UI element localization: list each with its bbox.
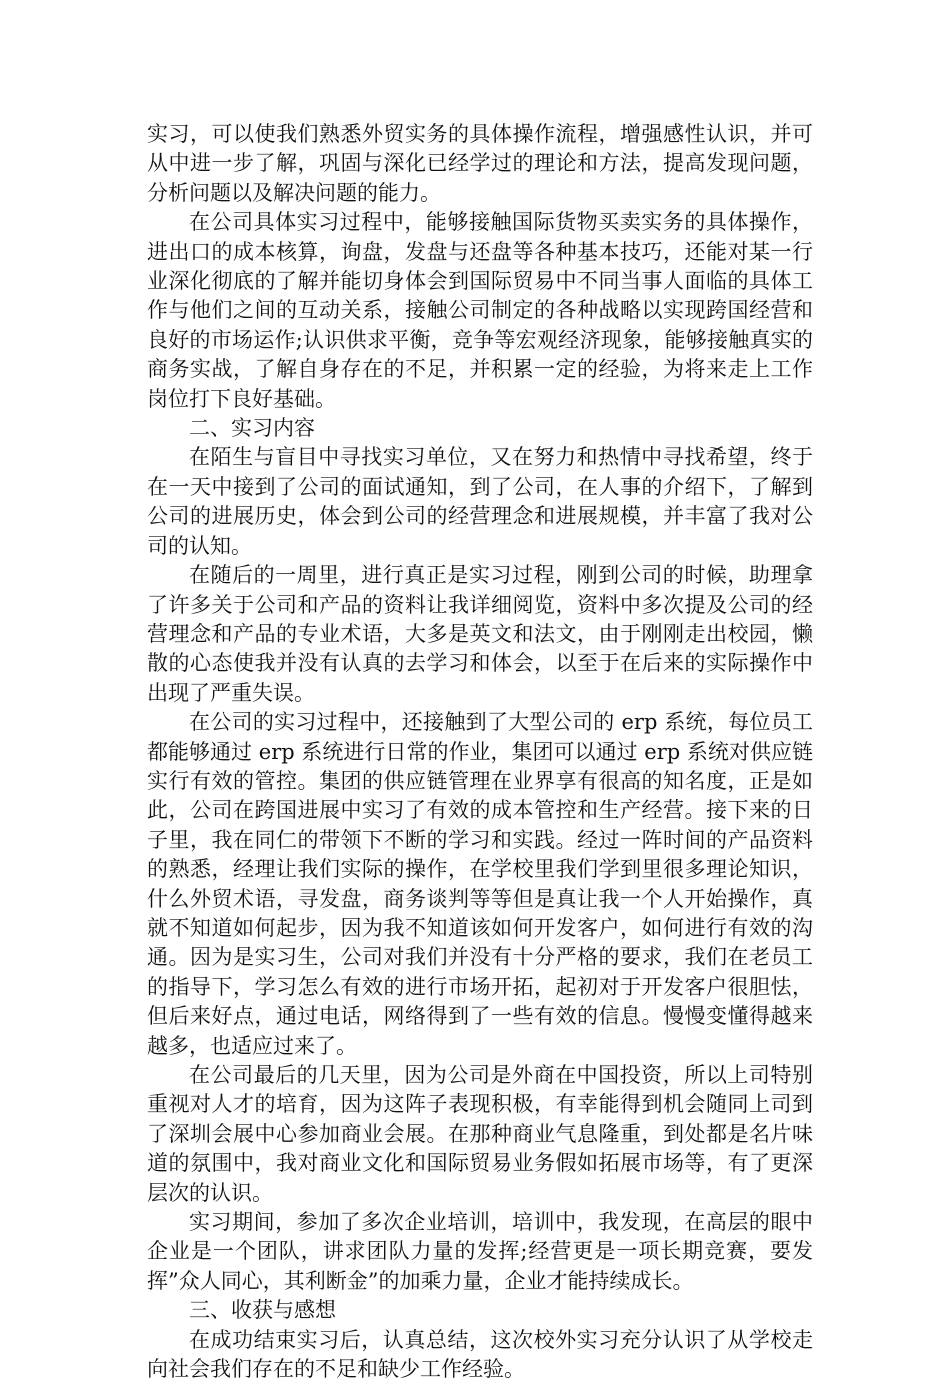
paragraph-internship-process: 在公司具体实习过程中，能够接触国际货物买卖实务的具体操作，进出口的成本核算，询盘，发盘与还盘等各种基本技巧，还能对某一行业深化彻底的了解并能切身体会到国际贸易中不同当事人面临的具体工作与他们之间的互动关系，接触公司制定的各种战略以实现跨国经营和良好的市场运作;认识供求平衡，竞争等宏观经济现象，能够接触真实的商务实战，了解自身存在的不足，并积累一定的经验，为将来走上工作岗位打下良好基础。 xyxy=(147,210,813,411)
paragraph-last-days: 在公司最后的几天里，因为公司是外商在中国投资，所以上司特别重视对人才的培育，因为这阵子表现积极，有幸能得到机会随同上司到了深圳会展中心参加商业会展。在那种商业气息隆重，到处都是名片味道的氛围中，我对商业文化和国际贸易业务假如拓展市场等，有了更深层次的认识。 xyxy=(147,1063,813,1205)
paragraph-summary: 在成功结束实习后，认真总结，这次校外实习充分认识了从学校走向社会我们存在的不足和缺少工作经验。 xyxy=(147,1327,813,1382)
paragraph-training: 实习期间，参加了多次企业培训，培训中，我发现，在高层的眼中企业是一个团队，讲求团队力量的发挥;经营更是一项长期竞赛，要发挥”众人同心，其利断金”的加乘力量，企业才能持续成长。 xyxy=(147,1210,813,1293)
document-body xyxy=(147,120,813,1384)
paragraph-intro-continuation: 实习，可以使我们熟悉外贸实务的具体操作流程，增强感性认识，并可从中进一步了解，巩固与深化已经学过的理论和方法，提高发现问题，分析问题以及解决问题的能力。 xyxy=(147,122,813,205)
paragraph-first-week: 在随后的一周里，进行真正是实习过程，刚到公司的时候，助理拿了许多关于公司和产品的资料让我详细阅览，资料中多次提及公司的经营理念和产品的专业术语，大多是英文和法文，由于刚刚走出校园，懒散的心态使我并没有认真的去学习和体会，以至于在后来的实际操作中出现了严重失误。 xyxy=(147,563,813,705)
paragraph-erp-system: 在公司的实习过程中，还接触到了大型公司的 erp 系统，每位员工都能够通过 erp 系统进行日常的作业，集团可以通过 erp 系统对供应链实行有效的管控。集团的供应链管理在业界享有很高的知名度，正是如此，公司在跨国进展中实习了有效的成本管控和生产经营。接下来的日子里，我在同仁的带领下不断的学习和实践。经过一阵时间的产品资料的熟悉，经理让我们实际的操作，在学校里我们学到里很多理论知识，什么外贸术语，寻发盘，商务谈判等等但是真让我一个人开始操作，真就不知道如何起步，因为我不知道该如何开发客户，如何进行有效的沟通。因为是实习生，公司对我们并没有十分严格的要求，我们在老员工的指导下，学习怎么有效的进行市场开拓，起初对于开发客户很胆怯，但后来好点，通过电话，网络得到了一些有效的信息。慢慢变懂得越来越多，也适应过来了。 xyxy=(147,710,813,1058)
section-heading-gains-reflections: 三、收获与感想 xyxy=(189,1298,336,1323)
paragraph-finding-internship: 在陌生与盲目中寻找实习单位，又在努力和热情中寻找希望，终于在一天中接到了公司的面试通知，到了公司，在人事的介绍下，了解到公司的进展历史，体会到公司的经营理念和进展规模，并丰富了我对公司的认知。 xyxy=(147,445,813,558)
section-heading-internship-content: 二、实习内容 xyxy=(189,416,315,441)
